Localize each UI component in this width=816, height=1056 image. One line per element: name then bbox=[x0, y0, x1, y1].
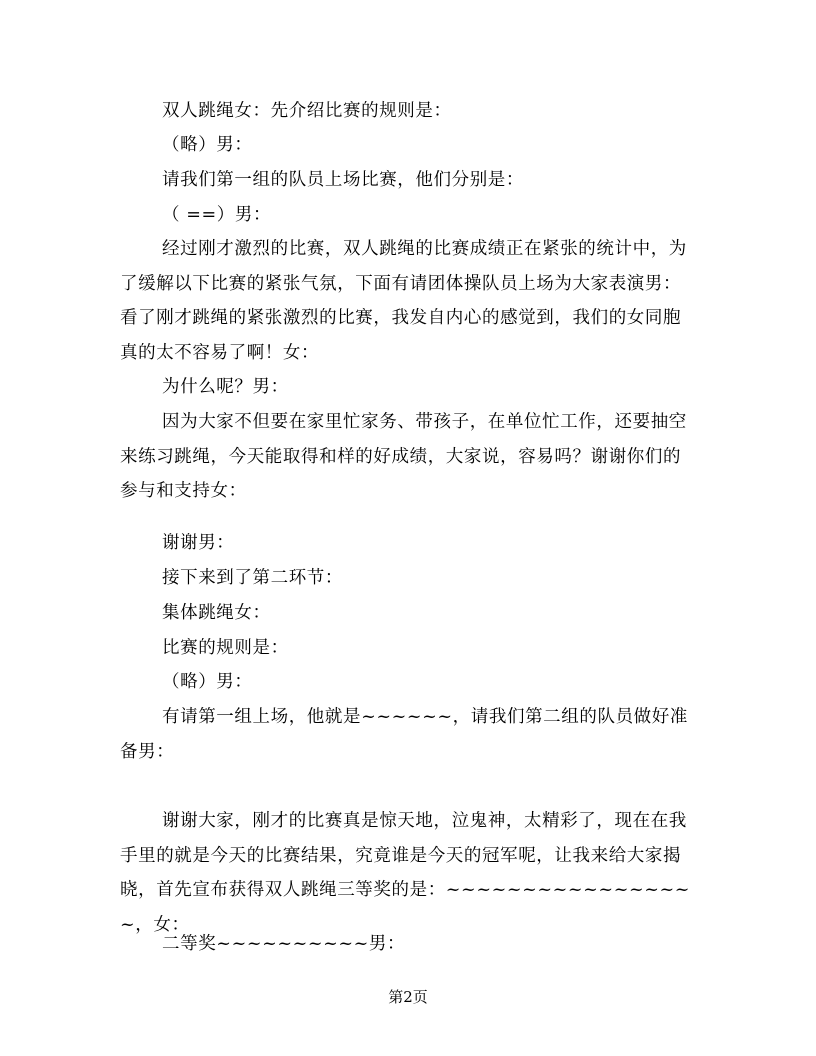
paragraph: 因为大家不但要在家里忙家务、带孩子，在单位忙工作，还要抽空来练习跳绳，今天能取得和样的好成绩，大家说，容易吗？谢谢你们的参与和支持女： bbox=[120, 412, 687, 501]
paragraph: 经过刚才激烈的比赛，双人跳绳的比赛成绩正在紧张的统计中，为了缓解以下比赛的紧张气氛，下面有请团体操队员上场为大家表演男：看了刚才跳绳的紧张激烈的比赛，我发自内心的感觉到，我们的女同胞真的太不容易了啊！女： bbox=[120, 239, 687, 363]
page-number: 第2页 bbox=[388, 988, 428, 1006]
paragraph: （略）男： bbox=[162, 135, 253, 155]
paragraph: 谢谢大家，刚才的比赛真是惊天地，泣鬼神，太精彩了，现在在我手里的就是今天的比赛结果，究竟谁是今天的冠军呢，让我来给大家揭晓，首先宣布获得双人跳绳三等奖的是：~~~~~~~~~~~~~~~~~，女： bbox=[120, 811, 691, 935]
paragraph: 接下来到了第二环节： bbox=[162, 568, 343, 588]
paragraph: （略）男： bbox=[162, 672, 253, 692]
paragraph: 有请第一组上场，他就是~~~~~~，请我们第二组的队员做好准备男： bbox=[120, 707, 688, 762]
paragraph: 集体跳绳女： bbox=[162, 603, 271, 623]
paragraph: 为什么呢？男： bbox=[162, 377, 289, 397]
paragraph: 比赛的规则是： bbox=[162, 638, 289, 658]
paragraph: 谢谢男： bbox=[162, 533, 235, 553]
paragraph: （ ==）男： bbox=[162, 205, 272, 225]
paragraph: 二等奖~~~~~~~~~~男： bbox=[162, 934, 406, 954]
paragraph: 请我们第一组的队员上场比赛，他们分别是： bbox=[162, 170, 524, 190]
paragraph: 双人跳绳女：先介绍比赛的规则是： bbox=[162, 101, 452, 121]
